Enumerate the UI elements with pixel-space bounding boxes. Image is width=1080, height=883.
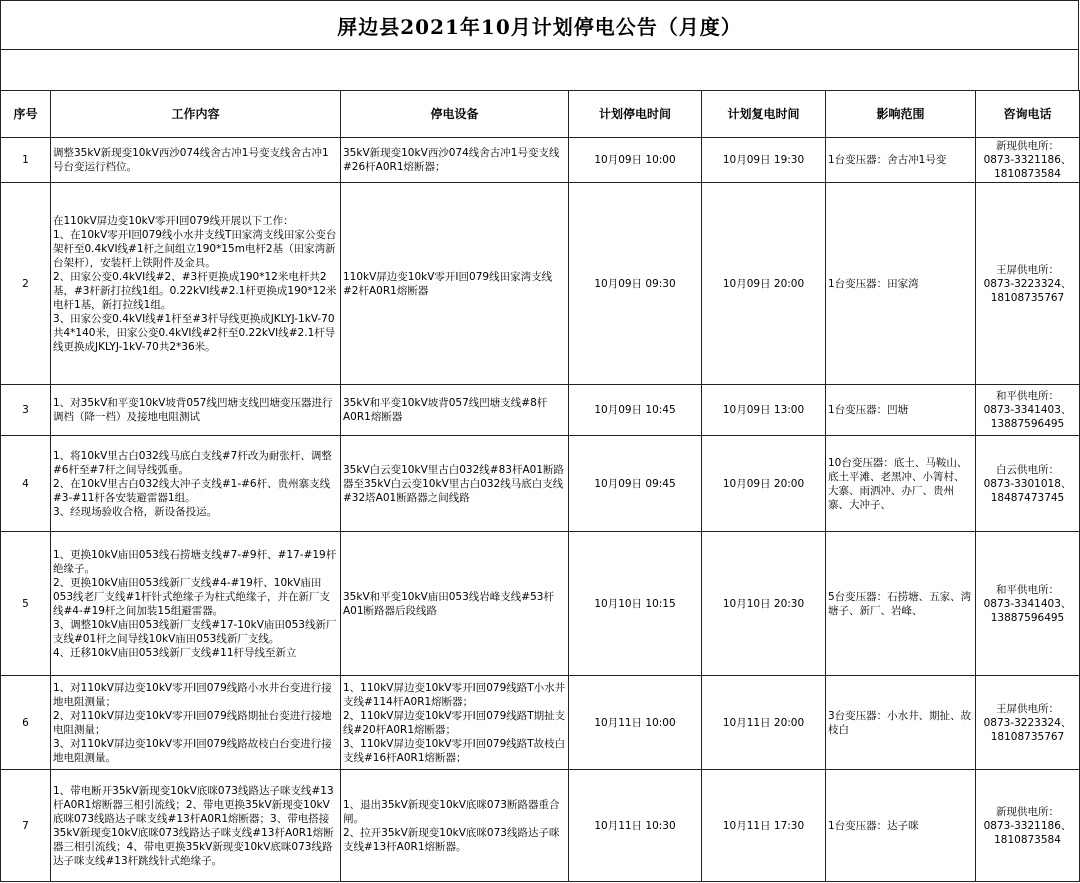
row-stop-time: 10月09日 10:00: [569, 138, 702, 183]
row-restore-time: 10月10日 20:30: [702, 532, 826, 676]
row-work: 调整35kV新现变10kV西沙074线舍古冲1号变支线舍古冲1号台变运行档位。: [51, 138, 341, 183]
blank-row: [0, 49, 1079, 91]
header-stop-time: 计划停电时间: [569, 91, 702, 138]
row-stop-time: 10月11日 10:30: [569, 770, 702, 882]
row-phone: 和平供电所： 0873-3341403、 13887596495: [976, 532, 1080, 676]
row-stop-time: 10月11日 10:00: [569, 676, 702, 770]
row-phone: 白云供电所： 0873-3301018、 18487473745: [976, 436, 1080, 532]
table-row: [1, 532, 1080, 676]
header-device: 停电设备: [341, 91, 569, 138]
row-restore-time: 10月09日 20:00: [702, 183, 826, 385]
row-work: 1、对110kV屏边变10kV零开Ⅰ回079线路小水井台变进行接地电阻测量； 2、对110kV屏边变10kV零开Ⅰ回079线路期扯台变进行接地电阻测量； 3、对110kV屏边变10kV零开Ⅰ回079线路故枝白台变进行接地电阻测量。: [51, 676, 341, 770]
row-phone: 新现供电所： 0873-3321186、 1810873584: [976, 770, 1080, 882]
row-device: 110kV屏边变10kV零开Ⅰ回079线田家湾支线#2杆A0R1熔断器: [341, 183, 569, 385]
row-work: 在110kV屏边变10kV零开Ⅰ回079线开展以下工作： 1、在10kV零开Ⅰ回079线小水井支线T田家湾支线田家公变台架杆至0.4kVⅠ线#1杆之间组立190*15m电杆2基（田家湾新台架杆），安装杆上铁附件及金具。 2、田家公变0.4kVⅠ线#2、#3杆更换成190*12米电杆共2基，#3杆新打拉线1组。0.22kVⅠ线#2.1杆更换成190*12米电杆1基，新打拉线1组。 3、田家公变0.4kVⅠ线#1杆至#3杆导线更换成JKLYJ-1kV-70共4*140米，田家公变0.4kVⅠ线#2杆至0.22kVⅠ线#2.1杆导线更换成JKLYJ-1kV-70共2*36米。: [51, 183, 341, 385]
header-phone: 咨询电话: [976, 91, 1080, 138]
outage-table: [0, 90, 1080, 882]
row-scope: 1台变压器：田家湾: [826, 183, 976, 385]
row-stop-time: 10月09日 10:45: [569, 385, 702, 436]
row-device: 35kV白云变10kV里古白032线#83杆A01断路器至35kV白云变10kV里古白032线马底白支线#32塔A01断路器之间线路: [341, 436, 569, 532]
row-device: 1、110kV屏边变10kV零开Ⅰ回079线路T小水井支线#114杆A0R1熔断器； 2、110kV屏边变10kV零开Ⅰ回079线路T期扯支线#20杆A0R1熔断器； 3、110kV屏边变10kV零开Ⅰ回079线路T故枝白支线#16杆A0R1熔断器；: [341, 676, 569, 770]
row-no: 1: [1, 138, 51, 183]
row-work: 1、更换10kV庙田053线石捞塘支线#7-#9杆、#17-#19杆绝缘子。 2、更换10kV庙田053线新厂支线#4-#19杆、10kV庙田053线老厂支线#1杆针式绝缘子为柱式绝缘子，并在新厂支线#4-#19杆之间加装15组避雷器。 3、调整10kV庙田053线新厂支线#17-10kV庙田053线新厂支线#01杆之间导线10kV庙田053线新厂支线。 4、迁移10kV庙田053线新厂支线#11杆导线至新立: [51, 532, 341, 676]
row-scope: 1台变压器：凹塘: [826, 385, 976, 436]
row-restore-time: 10月11日 17:30: [702, 770, 826, 882]
table-row: [1, 436, 1080, 532]
row-no: 2: [1, 183, 51, 385]
row-restore-time: 10月09日 20:00: [702, 436, 826, 532]
table-row: [1, 770, 1080, 882]
row-restore-time: 10月09日 13:00: [702, 385, 826, 436]
page-title: 屏边县2021年10月计划停电公告（月度）: [0, 0, 1079, 50]
row-work: 1、对35kV和平变10kV坡背057线凹塘支线凹塘变压器进行调档（降一档）及接地电阻测试: [51, 385, 341, 436]
row-phone: 新现供电所： 0873-3321186、 1810873584: [976, 138, 1080, 183]
row-restore-time: 10月09日 19:30: [702, 138, 826, 183]
row-phone: 和平供电所： 0873-3341403、 13887596495: [976, 385, 1080, 436]
row-device: 1、退出35kV新现变10kV底咪073断路器重合闸。 2、拉开35kV新现变10kV底咪073线路达子咪支线#13杆A0R1熔断器。: [341, 770, 569, 882]
header-no: 序号: [1, 91, 51, 138]
table-row: [1, 138, 1080, 183]
row-no: 3: [1, 385, 51, 436]
header-restore-time: 计划复电时间: [702, 91, 826, 138]
row-no: 4: [1, 436, 51, 532]
row-restore-time: 10月11日 20:00: [702, 676, 826, 770]
row-scope: 5台变压器：石捞塘、五家、湾塘子、新厂、岩峰、: [826, 532, 976, 676]
header-work: 工作内容: [51, 91, 341, 138]
row-phone: 王屏供电所： 0873-3223324、 18108735767: [976, 183, 1080, 385]
row-device: 35kV和平变10kV坡背057线凹塘支线#8杆A0R1熔断器: [341, 385, 569, 436]
row-no: 7: [1, 770, 51, 882]
row-no: 6: [1, 676, 51, 770]
table-row: [1, 385, 1080, 436]
row-scope: 1台变压器：达子咪: [826, 770, 976, 882]
row-phone: 王屏供电所： 0873-3223324、 18108735767: [976, 676, 1080, 770]
header-scope: 影响范围: [826, 91, 976, 138]
table-header-row: [1, 91, 1080, 138]
row-stop-time: 10月09日 09:45: [569, 436, 702, 532]
row-scope: 10台变压器：底土、马鞍山、底土平滩、老黑冲、小箐村、大寨、雨洒冲、办厂、贵州寨、大冲子、: [826, 436, 976, 532]
row-stop-time: 10月10日 10:15: [569, 532, 702, 676]
row-scope: 1台变压器：舍古冲1号变: [826, 138, 976, 183]
row-scope: 3台变压器：小水井、期扯、故枝白: [826, 676, 976, 770]
row-device: 35kV新现变10kV西沙074线舍古冲1号变支线#26杆A0R1熔断器；: [341, 138, 569, 183]
table-row: [1, 183, 1080, 385]
row-device: 35kV和平变10kV庙田053线岩峰支线#53杆A01断路器后段线路: [341, 532, 569, 676]
row-no: 5: [1, 532, 51, 676]
row-work: 1、将10kV里古白032线马底白支线#7杆改为耐张杆、调整#6杆至#7杆之间导线弧垂。 2、在10kV里古白032线大冲子支线#1-#6杆、贵州寨支线#3-#11杆各安装避雷器1组。 3、经现场验收合格，新设备投运。: [51, 436, 341, 532]
row-stop-time: 10月09日 09:30: [569, 183, 702, 385]
table-row: [1, 676, 1080, 770]
row-work: 1、带电断开35kV新现变10kV底咪073线路达子咪支线#13杆A0R1熔断器三相引流线；2、带电更换35kV新现变10kV底咪073线路达子咪支线#13杆A0R1熔断器；3、带电搭接35kV新现变10kV底咪073线路达子咪支线#13杆A0R1熔断器三相引流线；4、带电更换35kV新现变10kV底咪073线路达子咪支线#13杆跳线针式绝缘子。: [51, 770, 341, 882]
